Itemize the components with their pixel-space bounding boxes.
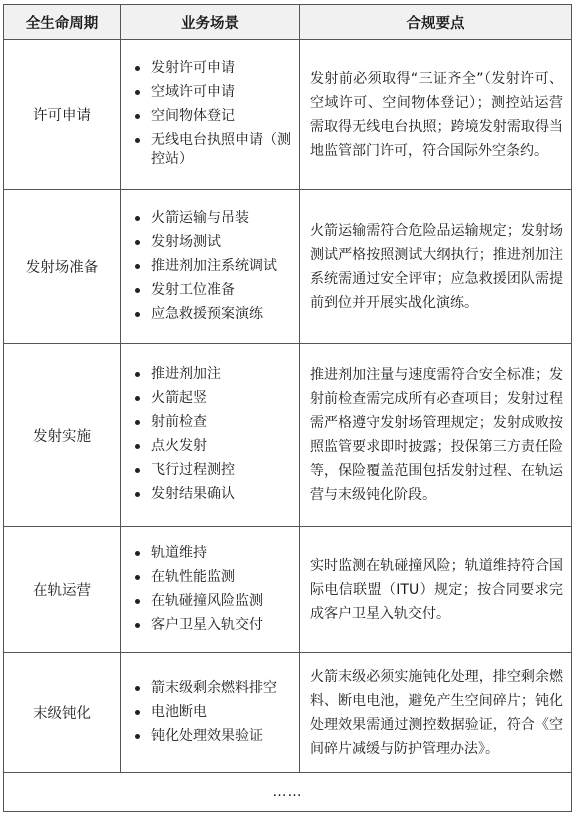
scene-list (133, 365, 291, 504)
bullet-icon (135, 264, 140, 269)
bullet-icon (135, 492, 140, 497)
stage-cell: 发射场准备 (4, 190, 121, 344)
list-item: 发射结果确认 (133, 485, 291, 504)
requirements-cell: 火箭末级必须实施钝化处理，排空剩余燃料、断电电池，避免产生空间碎片；钝化处理效果需通过测控数据验证，符合《空间碎片减缓与防护管理办法》。 (300, 653, 572, 773)
list-item: 发射工位准备 (133, 281, 291, 300)
list-item: 在轨碰撞风险监测 (133, 592, 291, 611)
bullet-icon (135, 114, 140, 119)
header-lifecycle: 全生命周期 (4, 5, 121, 40)
list-item: 射前检查 (133, 413, 291, 432)
scene-list (133, 209, 291, 324)
list-item: 在轨性能监测 (133, 568, 291, 587)
list-item: 客户卫星入轨交付 (133, 616, 291, 635)
bullet-icon (135, 444, 140, 449)
bullet-icon (135, 551, 140, 556)
table-row (4, 344, 572, 527)
bullet-icon (135, 138, 140, 143)
scene-list (133, 679, 291, 746)
requirements-cell: 实时监测在轨碰撞风险；轨道维持符合国际电信联盟（ITU）规定；按合同要求完成客户卫星入轨交付。 (300, 527, 572, 653)
header-business-scenario: 业务场景 (121, 5, 300, 40)
table-row (4, 40, 572, 190)
list-item: 推进剂加注 (133, 365, 291, 384)
bullet-icon (135, 734, 140, 739)
requirements-cell: 火箭运输需符合危险品运输规定；发射场测试严格按照测试大纲执行；推进剂加注系统需通过安全评审；应急救援团队需提前到位并开展实战化演练。 (300, 190, 572, 344)
bullet-icon (135, 599, 140, 604)
list-item: 火箭起竖 (133, 389, 291, 408)
bullet-icon (135, 240, 140, 245)
scenes-cell (121, 653, 300, 773)
scenes-cell (121, 344, 300, 527)
bullet-icon (135, 372, 140, 377)
stage-cell: 发射实施 (4, 344, 121, 527)
bullet-icon (135, 312, 140, 317)
bullet-icon (135, 216, 140, 221)
bullet-icon (135, 420, 140, 425)
list-item: 飞行过程测控 (133, 461, 291, 480)
list-item: 轨道维持 (133, 544, 291, 563)
table-header-row (4, 5, 572, 40)
bullet-icon (135, 710, 140, 715)
list-item: 应急救援预案演练 (133, 305, 291, 324)
scenes-cell (121, 40, 300, 190)
scenes-cell (121, 190, 300, 344)
table-row-more (4, 773, 572, 812)
bullet-icon (135, 623, 140, 628)
header-compliance-points: 合规要点 (300, 5, 572, 40)
list-item: 推进剂加注系统调试 (133, 257, 291, 276)
stage-cell: 许可申请 (4, 40, 121, 190)
list-item: 钝化处理效果验证 (133, 727, 291, 746)
table-row (4, 190, 572, 344)
list-item: 箭末级剩余燃料排空 (133, 679, 291, 698)
scenes-cell (121, 527, 300, 653)
requirements-cell: 推进剂加注量与速度需符合安全标准；发射前检查需完成所有必查项目；发射过程需严格遵守发射场管理规定；发射成败按照监管要求即时披露；投保第三方责任险等，保险覆盖范围包括发射过程、在轨运营与末级钝化阶段。 (300, 344, 572, 527)
requirements-cell: 发射前必须取得“三证齐全”（发射许可、空域许可、空间物体登记）；测控站运营需取得无线电台执照；跨境发射需取得当地监管部门许可，符合国际外空条约。 (300, 40, 572, 190)
list-item: 空间物体登记 (133, 107, 291, 126)
list-item: 点火发射 (133, 437, 291, 456)
scene-list (133, 59, 291, 169)
list-item: 空域许可申请 (133, 83, 291, 102)
list-item: 无线电台执照申请（测控站） (133, 131, 291, 169)
compliance-table-container (3, 4, 571, 812)
bullet-icon (135, 468, 140, 473)
bullet-icon (135, 686, 140, 691)
table-row (4, 527, 572, 653)
bullet-icon (135, 288, 140, 293)
bullet-icon (135, 66, 140, 71)
list-item: 发射场测试 (133, 233, 291, 252)
bullet-icon (135, 575, 140, 580)
more-ellipsis: …… (4, 773, 572, 812)
list-item: 火箭运输与吊装 (133, 209, 291, 228)
scene-list (133, 544, 291, 635)
stage-cell: 末级钝化 (4, 653, 121, 773)
list-item: 发射许可申请 (133, 59, 291, 78)
stage-cell: 在轨运营 (4, 527, 121, 653)
list-item: 电池断电 (133, 703, 291, 722)
lifecycle-compliance-table (3, 4, 572, 812)
bullet-icon (135, 396, 140, 401)
table-row (4, 653, 572, 773)
bullet-icon (135, 90, 140, 95)
